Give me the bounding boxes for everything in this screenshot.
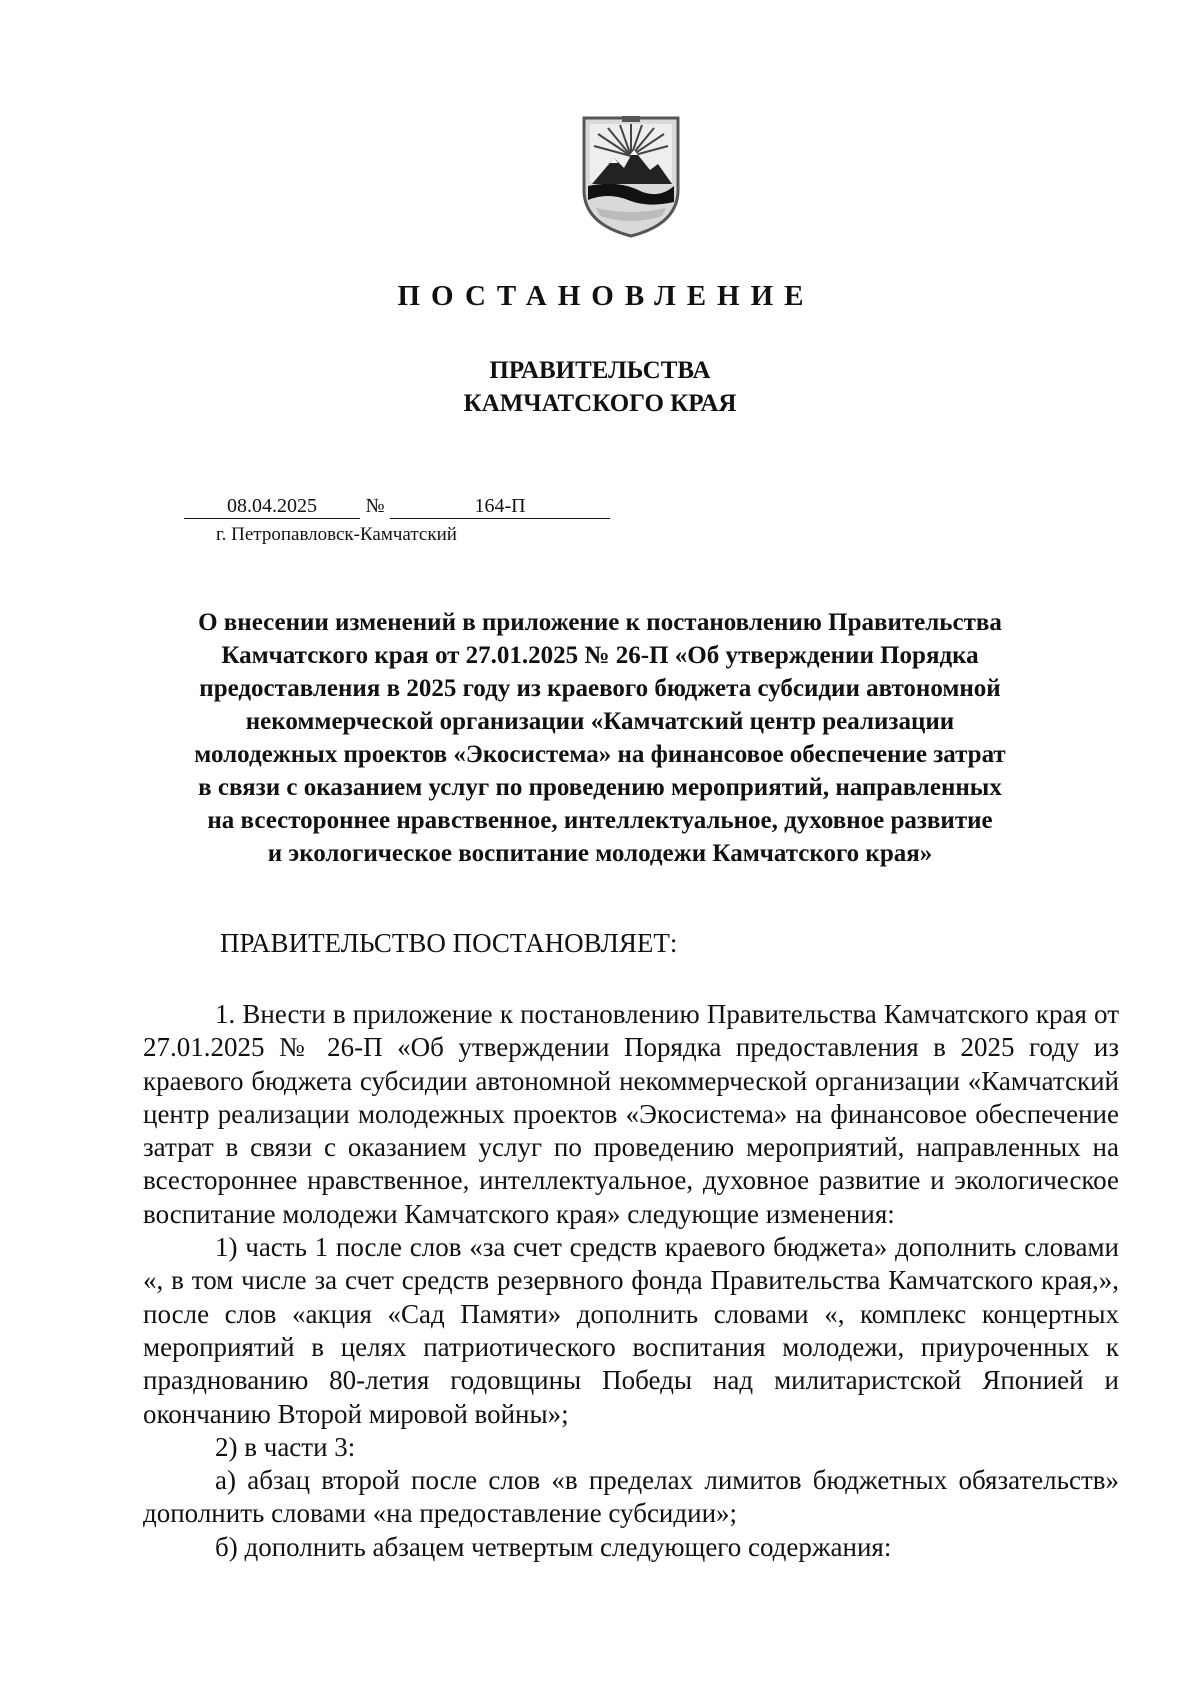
document-number: 164-П <box>390 494 610 519</box>
title-line: в связи с оказанием услуг по проведению мероприятий, направленных <box>198 774 1002 801</box>
coat-of-arms-emblem <box>578 112 684 240</box>
body-paragraph: 1) часть 1 после слов «за счет средств краевого бюджета» дополнить словами «, в том числе за счет средств резервного фонда Правительства Камчатского края,», после слов «акция «Сад Памяти» дополнить словами «, комплекс концертных мероприятий в целях патриотического воспитания молодежи, приуроченных к празднованию 80-летия годовщины Победы над милитаристской Японией и окончанию Второй мировой войны»; <box>143 1232 1119 1429</box>
number-sign: № <box>365 495 385 517</box>
title-line: молодежных проектов «Экосистема» на финансовое обеспечение затрат <box>194 741 1006 768</box>
document-type-heading: ПОСТАНОВЛЕНИЕ <box>397 280 815 312</box>
authority-line: КАМЧАТСКОГО КРАЯ <box>463 390 737 417</box>
date-number-line <box>184 494 614 520</box>
title-line: О внесении изменений в приложение к постановлению Правительства <box>198 609 1002 636</box>
title-line: Камчатского края от 27.01.2025 № 26-П «Об утверждении Порядка <box>221 642 979 669</box>
title-line: некоммерческой организации «Камчатский центр реализации <box>245 708 955 735</box>
document-body <box>143 998 1119 1564</box>
document-title <box>150 606 1050 870</box>
document-date: 08.04.2025 <box>184 494 360 519</box>
resolution-heading: ПРАВИТЕЛЬСТВО ПОСТАНОВЛЯЕТ: <box>220 928 678 958</box>
issuing-authority <box>0 354 1200 420</box>
title-line: на всестороннее нравственное, интеллектуальное, духовное развитие <box>207 807 993 834</box>
title-line: предоставления в 2025 году из краевого бюджета субсидии автономной <box>199 675 1001 702</box>
body-paragraph: 2) в части 3: <box>215 1431 356 1462</box>
body-paragraph: а) абзац второй после слов «в пределах лимитов бюджетных обязательств» дополнить словами «на предоставление субсидии»; <box>143 1465 1119 1529</box>
title-line: и экологическое воспитание молодежи Камчатского края» <box>267 840 933 867</box>
document-city: г. Петропавловск-Камчатский <box>216 524 457 545</box>
authority-line: ПРАВИТЕЛЬСТВА <box>489 357 711 384</box>
body-paragraph: б) дополнить абзацем четвертым следующего содержания: <box>215 1531 892 1562</box>
body-paragraph: 1. Внести в приложение к постановлению Правительства Камчатского края от 27.01.2025 № 26-П «Об утверждении Порядка предоставления в 2025 году из краевого бюджета субсидии автономной некоммерческой организации «Камчатский центр реализации молодежных проектов «Экосистема» на финансовое обеспечение затрат в связи с оказанием услуг по проведению мероприятий, направленных на всестороннее нравственное, интеллектуальное, духовное развитие и экологическое воспитание молодежи Камчатского края» следующие изменения: <box>143 999 1119 1229</box>
